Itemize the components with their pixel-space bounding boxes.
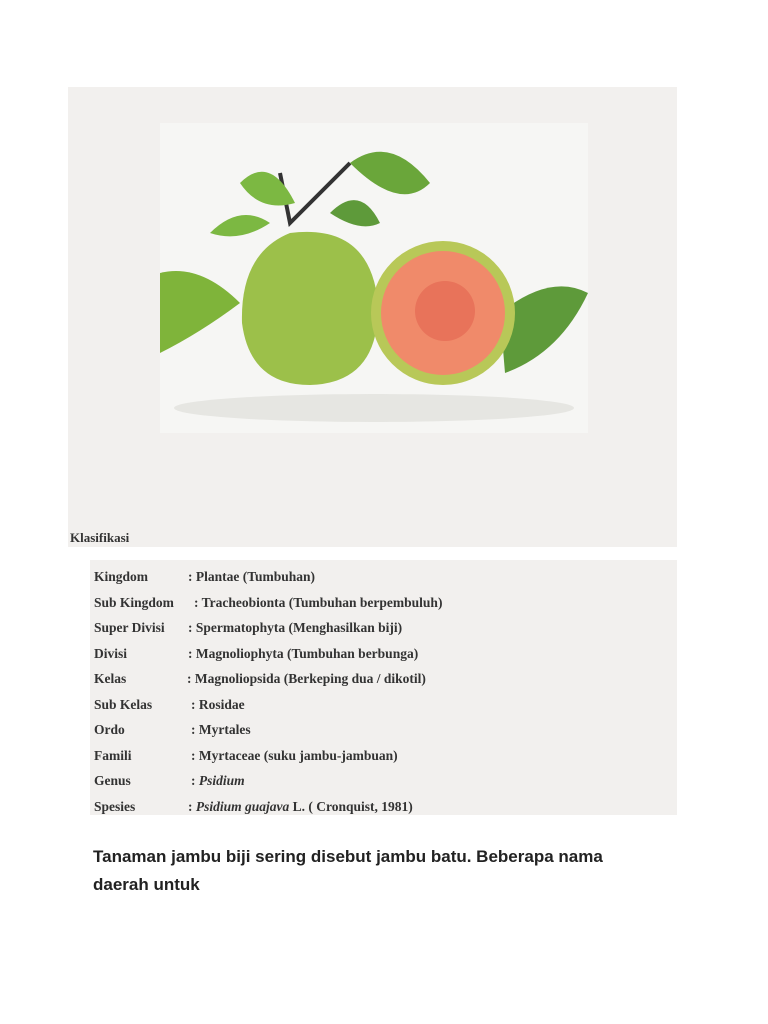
classification-table [90,560,677,815]
table-row [94,671,426,687]
value-prefix: : [188,799,196,814]
row-key: Ordo [94,722,125,737]
table-row [94,646,419,662]
row-key: Super Divisi [94,620,165,635]
row-key: Kelas [94,671,127,686]
value-italic: Psidium guajava [195,799,290,814]
row-value [191,773,245,789]
guava-photo [160,123,588,433]
row-value: : Myrtaceae (suku jambu-jambuan) [191,748,398,763]
row-key: Genus [94,773,131,788]
row-key: Sub Kingdom [94,595,174,610]
table-row [94,569,316,585]
row-key: Divisi [94,646,128,661]
table-row [94,620,403,636]
table-row [94,697,245,713]
row-value: : Rosidae [191,697,245,712]
row-value [188,799,413,815]
row-key: Famili [94,748,132,763]
row-key: Kingdom [94,569,149,584]
table-row [94,799,413,815]
table-row [94,773,245,789]
row-value: : Plantae (Tumbuhan) [188,569,316,584]
table-row [94,748,398,764]
row-value: : Myrtales [191,722,251,737]
row-value: : Tracheobionta (Tumbuhan berpembuluh) [194,595,443,610]
row-value: : Magnoliopsida (Berkeping dua / dikotil) [187,671,426,686]
value-suffix: L. ( Cronquist, 1981) [289,799,413,814]
table-row [94,595,443,611]
value-italic: Psidium [198,773,245,788]
row-value: : Spermatophyta (Menghasilkan biji) [188,620,403,635]
row-key: Sub Kelas [94,697,153,712]
body-paragraph: Tanaman jambu biji sering disebut jambu batu. Beberapa nama daerah untuk [93,847,603,894]
section-heading: Klasifikasi [70,530,130,545]
table-row [94,722,251,738]
value-prefix: : [191,773,199,788]
row-key: Spesies [94,799,136,814]
row-value: : Magnoliophyta (Tumbuhan berbunga) [188,646,419,661]
